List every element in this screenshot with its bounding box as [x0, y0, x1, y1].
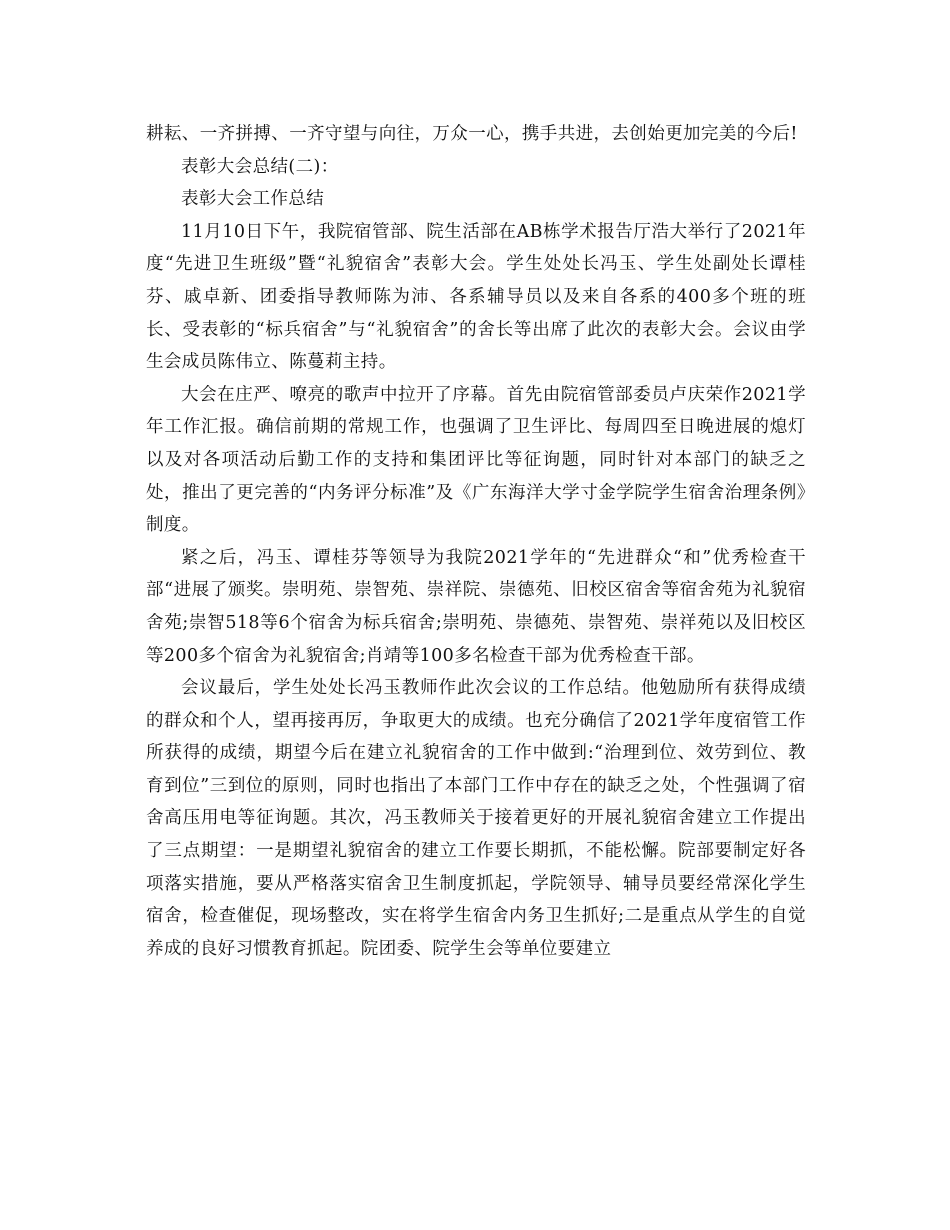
paragraph: 大会在庄严、嘹亮的歌声中拉开了序幕。首先由院宿管部委员卢庆荣作2021学年工作汇报。确信前期的常规工作，也强调了卫生评比、每周四至日晚进展的熄灯以及对各项活动后勤工作的支持和集团评比等征询题，同时针对本部门的缺乏之处，推出了更完善的“内务评分标准”及《广东海洋大学寸金学院学生宿舍治理条例》制度。	[146, 384, 806, 536]
paragraph: 会议最后，学生处处长冯玉教师作此次会议的工作总结。他勉励所有获得成绩的群众和个人，望再接再厉，争取更大的成绩。也充分确信了2021学年度宿管工作所获得的成绩，期望今后在建立礼貌宿舍的工作中做到:“治理到位、效劳到位、教育到位”三到位的原则，同时也指出了本部门工作中存在的缺乏之处，个性强调了宿舍高压用电等征询题。其次，冯玉教师关于接着更好的开展礼貌宿舍建立工作提出了三点期望：一是期望礼貌宿舍的建立工作要长期抓，不能松懈。院部要制定好各项落实措施，要从严格落实宿舍卫生制度抓起，学院领导、辅导员要经常深化学生宿舍，检查催促，现场整改，实在将学生宿舍内务卫生抓好;二是重点从学生的自觉养成的良好习惯教育抓起。院团委、院学生会等单位要建立	[146, 678, 806, 959]
paragraph: 11月10日下午，我院宿管部、院生活部在AB栋学术报告厅浩大举行了2021年度“先进卫生班级”暨“礼貌宿舍”表彰大会。学生处处长冯玉、学生处副处长谭桂芬、戚卓新、团委指导教师陈为沛、各系辅导员以及来自各系的400多个班的班长、受表彰的“标兵宿舍”与“礼貌宿舍”的舍长等出席了此次的表彰大会。会议由学生会成员陈伟立、陈蔓莉主持。	[146, 221, 806, 373]
document-body	[146, 118, 806, 965]
paragraph-continuation: 耕耘、一齐拼搏、一齐守望与向往，万众一心，携手共进，去创始更加完美的今后!	[146, 124, 798, 144]
section-heading: 表彰大会总结(二)：	[181, 156, 339, 177]
paragraph: 紧之后，冯玉、谭桂芬等领导为我院2021学年的“先进群众“和”优秀检查干部“进展了颁奖。崇明苑、崇智苑、崇祥院、崇德苑、旧校区宿舍等宿舍苑为礼貌宿舍苑;崇智518等6个宿舍为标兵宿舍;崇明苑、崇德苑、崇智苑、崇祥苑以及旧校区等200多个宿舍为礼貌宿舍;肖靖等100多名检查干部为优秀检查干部。	[146, 547, 806, 666]
section-subtitle: 表彰大会工作总结	[181, 189, 325, 210]
